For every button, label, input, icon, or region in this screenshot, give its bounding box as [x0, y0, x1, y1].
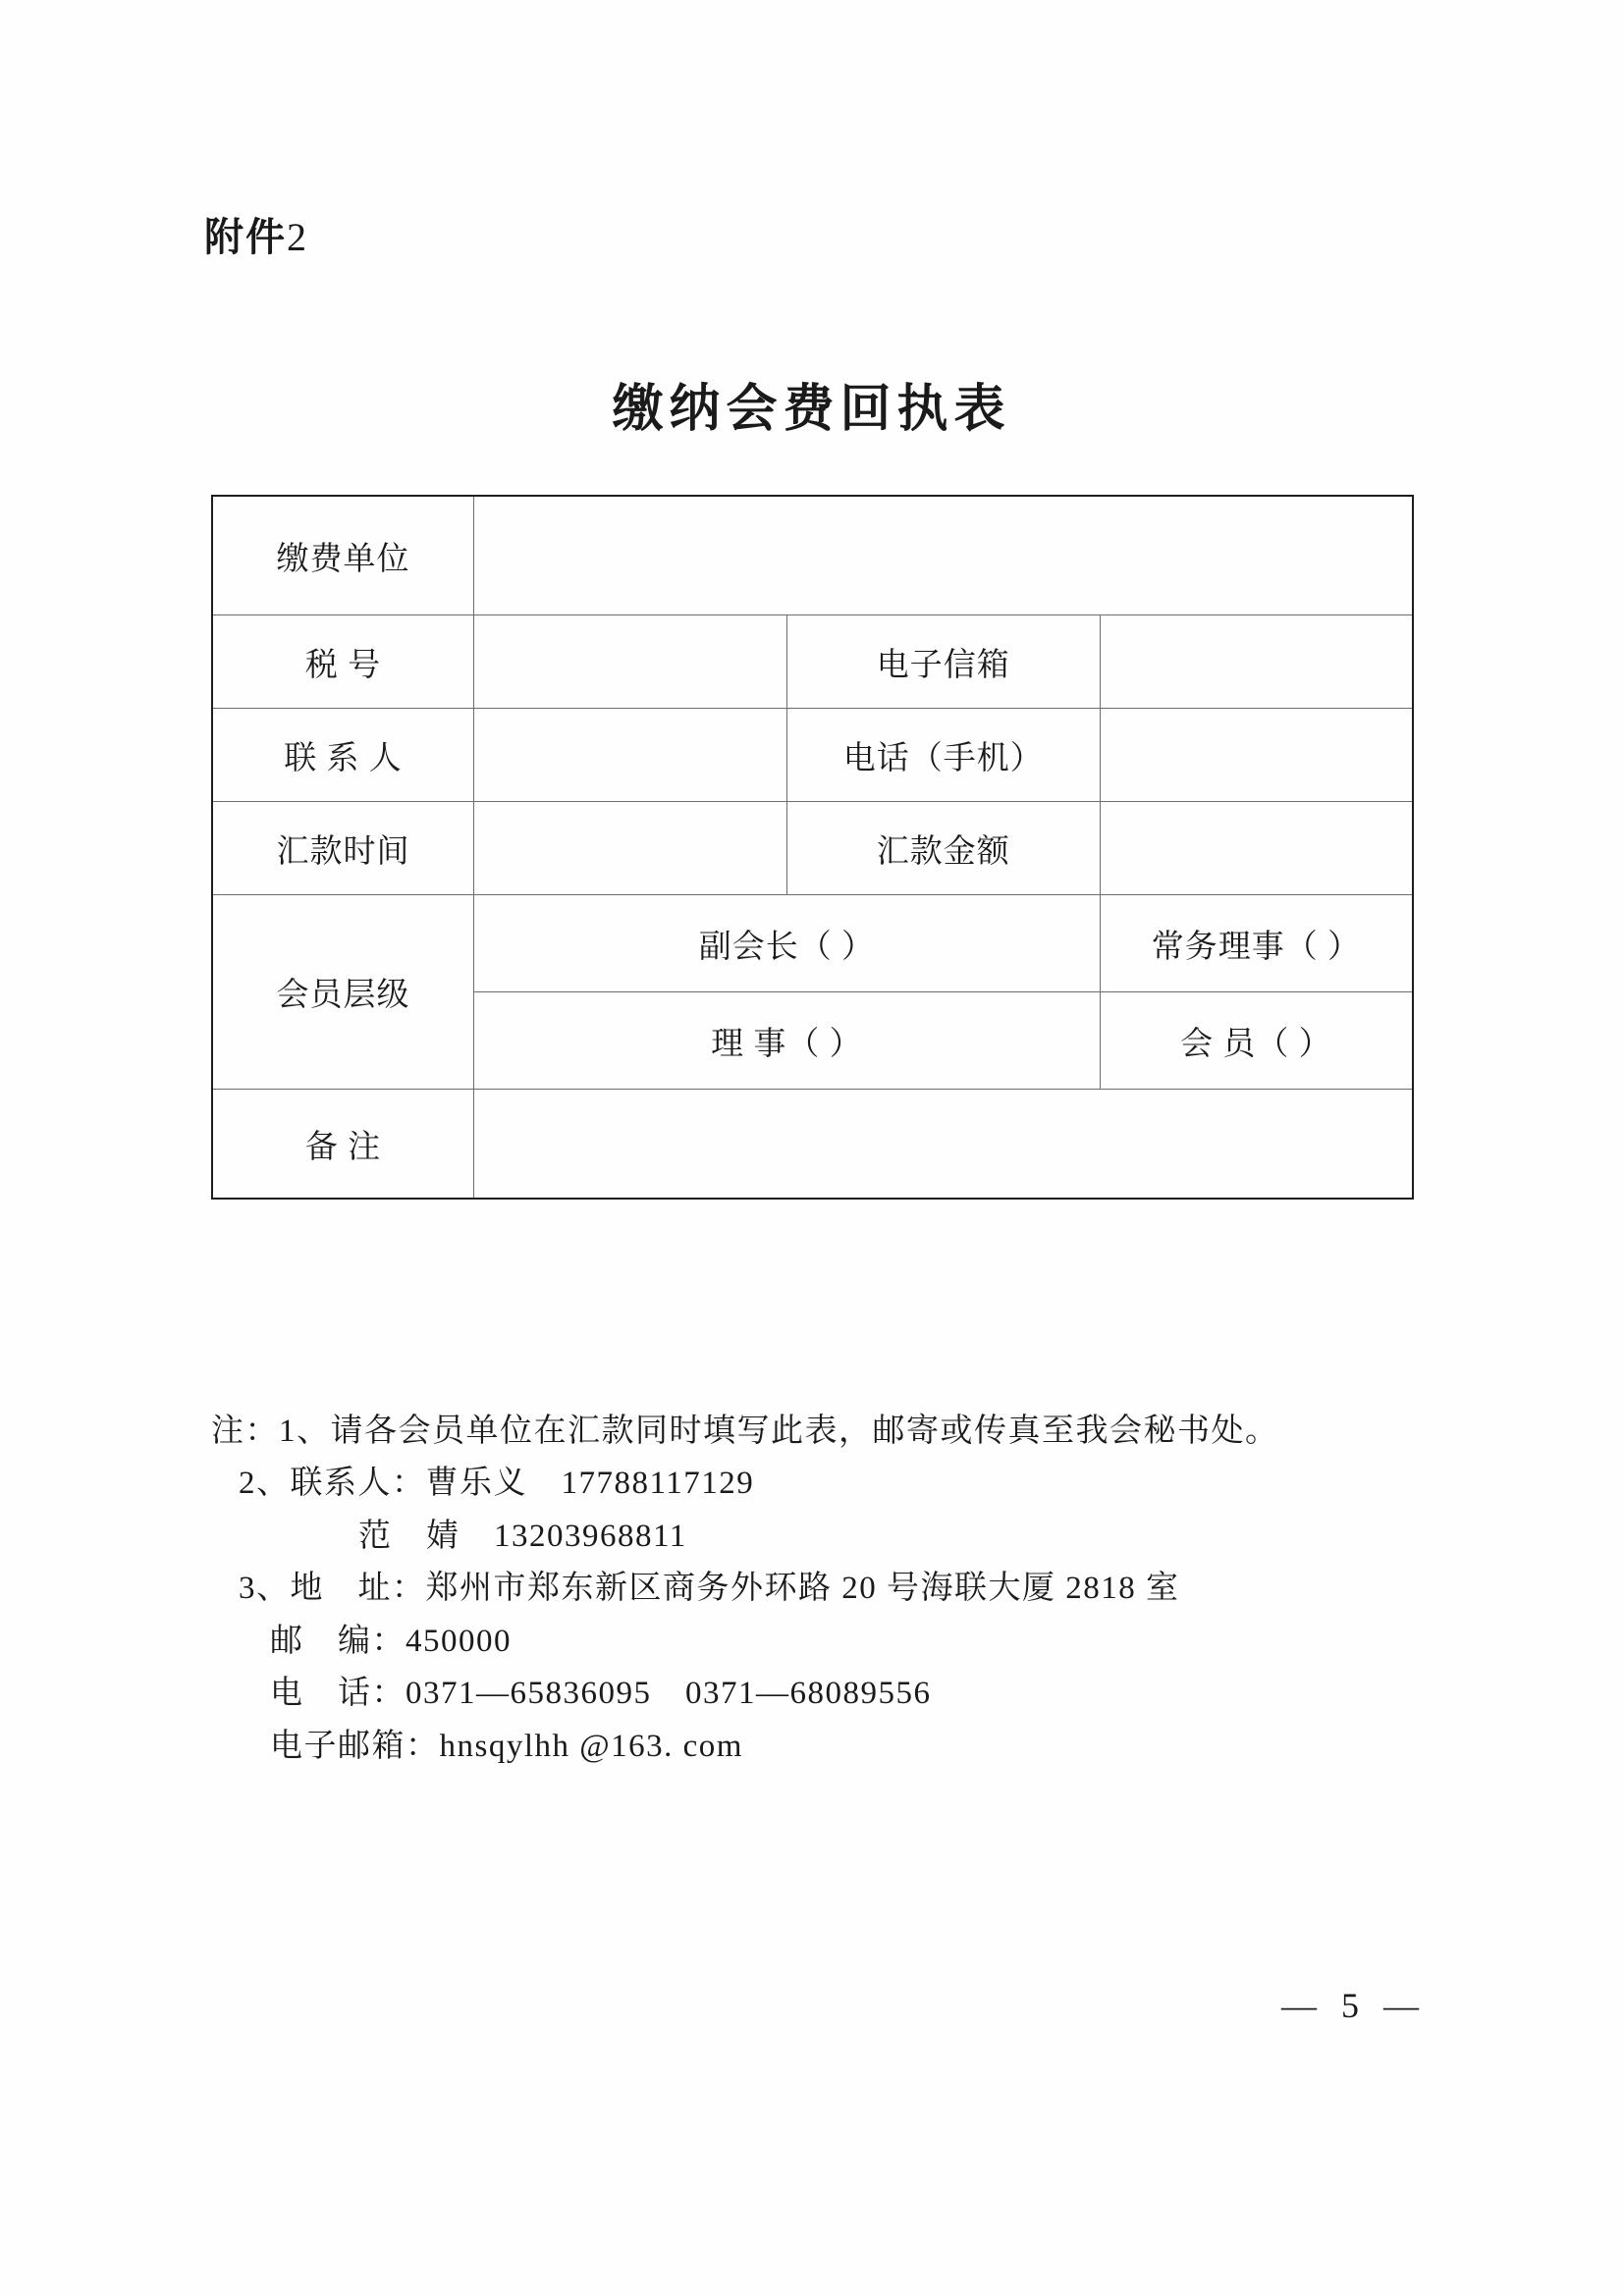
notes-section [211, 1406, 1468, 1773]
value-contact-person[interactable] [474, 709, 787, 802]
attachment-number: 2 [287, 215, 308, 259]
label-remittance-amount: 汇款金额 [786, 802, 1100, 895]
attachment-label-text: 附件 [204, 215, 287, 259]
member-level-option-member[interactable]: 会 员（ ） [1100, 992, 1413, 1090]
attachment-label [204, 206, 308, 262]
member-level-option-standing-director[interactable]: 常务理事（ ） [1100, 895, 1413, 992]
value-tax-number[interactable] [474, 615, 787, 709]
table-row-contact-person [212, 709, 1413, 802]
label-email: 电子信箱 [786, 615, 1100, 709]
label-remark: 备 注 [212, 1090, 474, 1200]
note-line-2: 2、联系人：曹乐义 17788117129 [239, 1466, 755, 1502]
note-line-4: 3、地 址：郑州市郑东新区商务外环路 20 号海联大厦 2818 室 [239, 1571, 1180, 1607]
table-row-tax-number [212, 615, 1413, 709]
page-title: 缴纳会费回执表 [612, 382, 1011, 438]
payment-receipt-table [211, 495, 1414, 1200]
label-remittance-date: 汇款时间 [212, 802, 474, 895]
page-number: — 5 — [1281, 1986, 1427, 2025]
table-row-payer-unit [212, 496, 1413, 615]
value-remark[interactable] [474, 1090, 1414, 1200]
table-row-member-level-top [212, 895, 1413, 992]
value-phone[interactable] [1100, 709, 1413, 802]
table-row-remittance [212, 802, 1413, 895]
label-payer-unit: 缴费单位 [212, 496, 474, 615]
note-line-3: 范 婧 13203968811 [358, 1518, 687, 1554]
label-tax-number: 税 号 [212, 615, 474, 709]
note-line-5: 邮 编：450000 [270, 1623, 512, 1659]
label-contact-person: 联 系 人 [212, 709, 474, 802]
value-remittance-amount[interactable] [1100, 802, 1413, 895]
note-line-1: 注：1、请各会员单位在汇款同时填写此表，邮寄或传真至我会秘书处。 [211, 1414, 1279, 1449]
value-email[interactable] [1100, 615, 1413, 709]
note-line-6: 电 话：0371—65836095 0371—68089556 [270, 1676, 932, 1712]
label-member-level: 会员层级 [212, 895, 474, 1090]
member-level-option-vice-president[interactable]: 副会长（ ） [474, 895, 1101, 992]
value-payer-unit[interactable] [474, 496, 1414, 615]
value-remittance-date[interactable] [474, 802, 787, 895]
note-line-7: 电子邮箱：hnsqylhh @163. com [270, 1728, 743, 1764]
table-row-remark [212, 1090, 1413, 1200]
member-level-option-director[interactable]: 理 事（ ） [474, 992, 1101, 1090]
label-phone: 电话（手机） [786, 709, 1100, 802]
